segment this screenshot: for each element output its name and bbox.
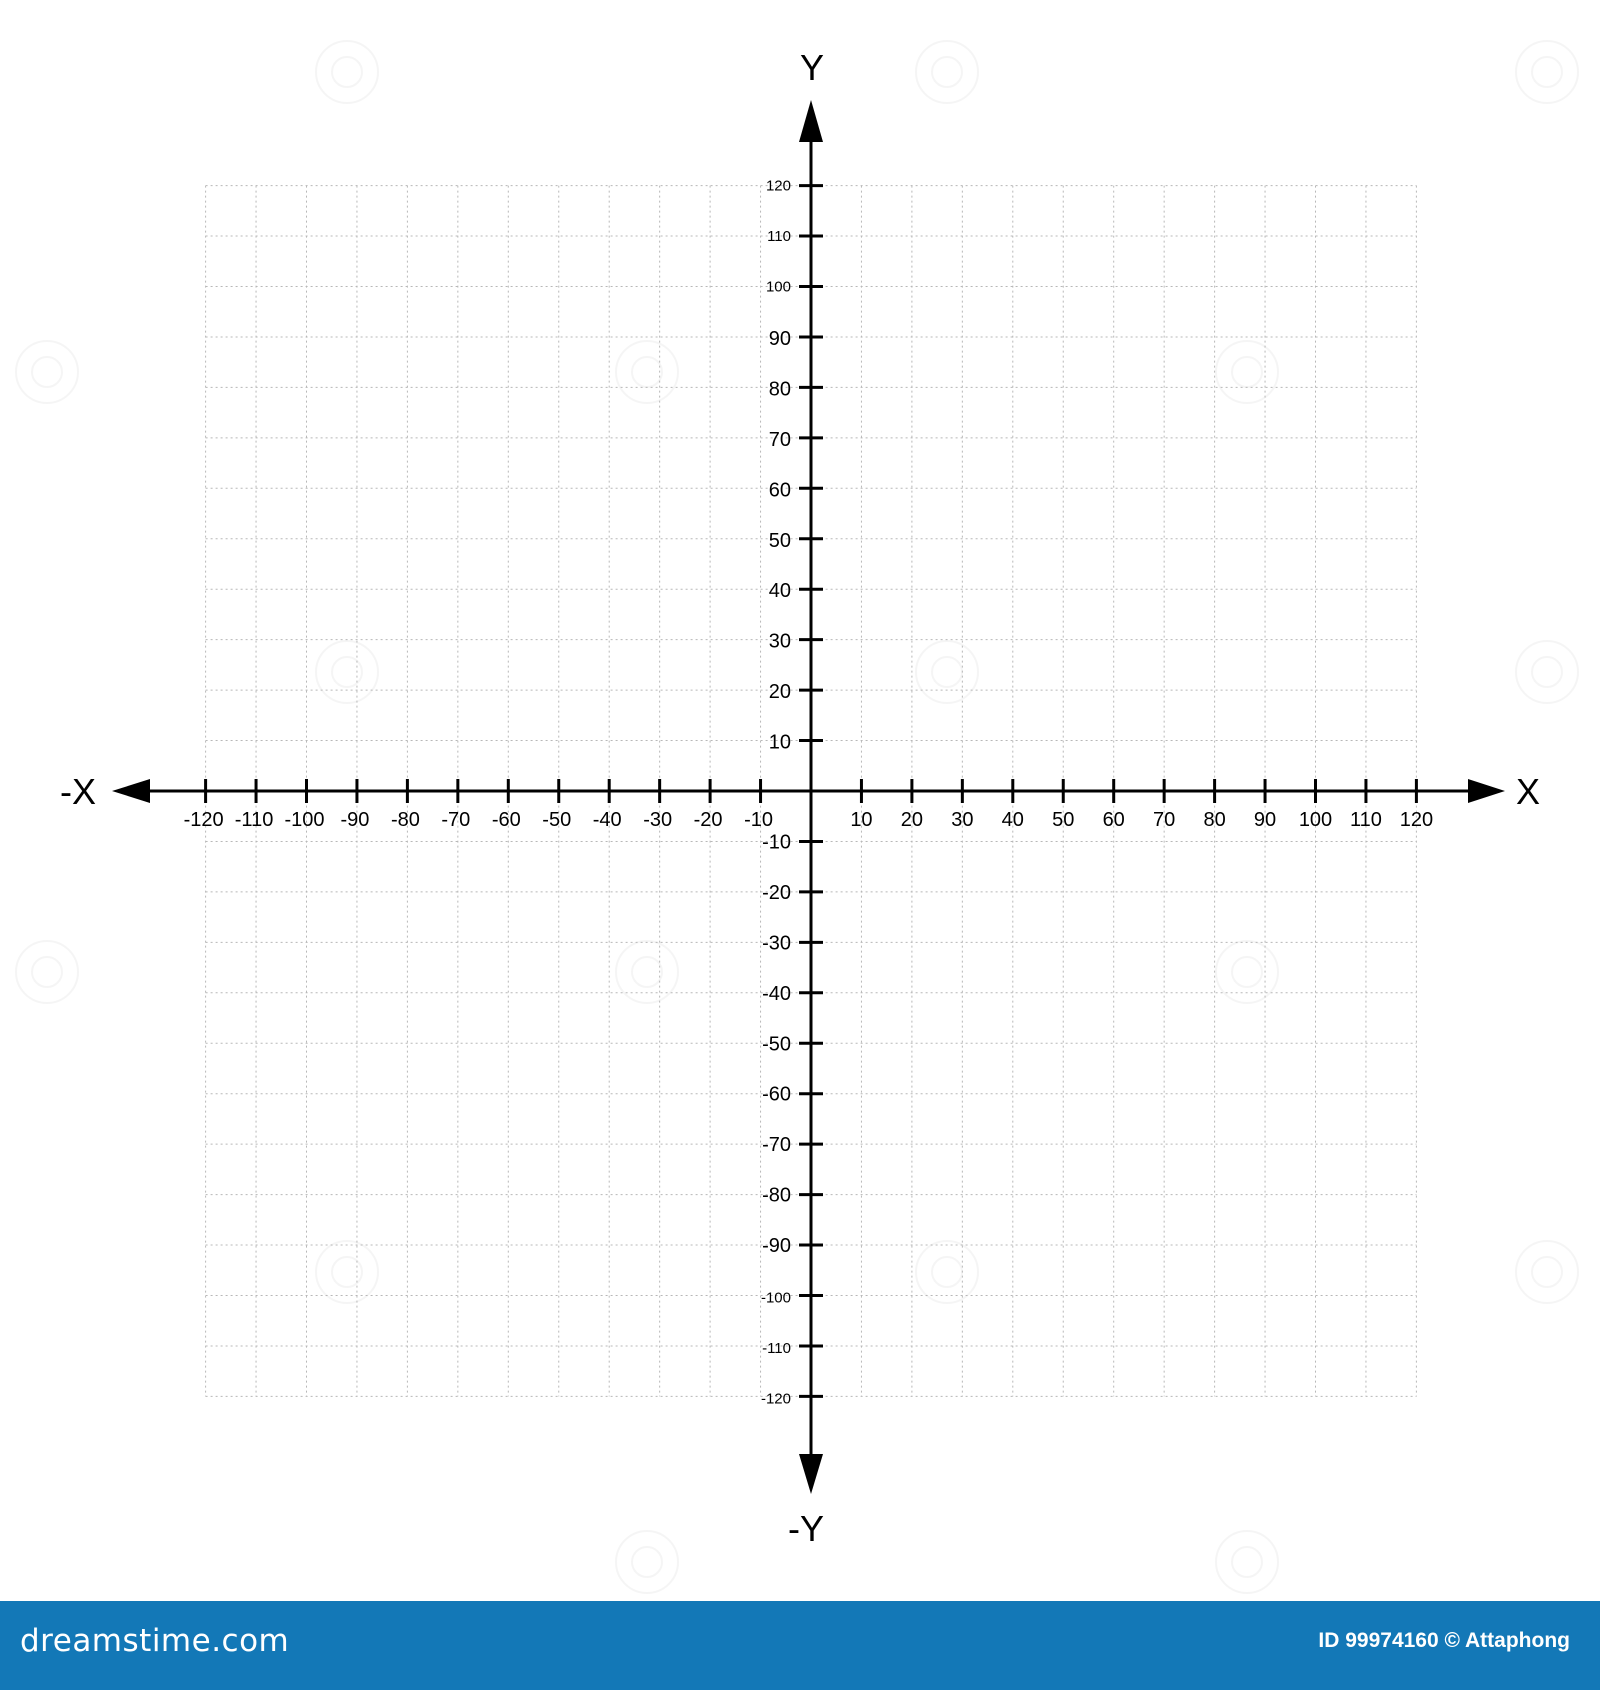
x-tick-label: -70	[441, 809, 471, 831]
x-tick-label: -120	[183, 809, 224, 831]
y-tick-label: -40	[762, 982, 791, 1005]
y-tick-label: -10	[762, 831, 791, 854]
y-tick-label: -70	[762, 1134, 791, 1157]
x-axis-positive-label: X	[1515, 771, 1541, 812]
y-tick-label: 70	[768, 428, 791, 451]
x-axis-arrow-right-icon	[1468, 779, 1505, 803]
y-tick-label: -100	[760, 1289, 791, 1307]
x-tick-label: 90	[1253, 809, 1277, 831]
x-tick-label: 80	[1203, 809, 1226, 831]
x-tick-label: 120	[1399, 809, 1434, 831]
y-tick-label: 100	[765, 278, 791, 296]
x-tick-label: -10	[744, 809, 774, 831]
y-tick-label: -120	[760, 1390, 791, 1408]
image-credit: ID 99974160 © Attaphong	[1318, 1629, 1570, 1652]
x-tick-label: -30	[643, 809, 673, 831]
y-tick-label: 40	[768, 580, 791, 603]
x-tick-label: 30	[951, 809, 974, 831]
y-tick-label: 60	[768, 479, 791, 502]
x-tick-label: -20	[693, 809, 723, 831]
y-tick-label: 50	[768, 529, 791, 552]
x-tick-label: 110	[1350, 809, 1382, 831]
y-tick-label: 110	[767, 228, 791, 246]
y-axis-arrow-up-icon	[799, 100, 823, 142]
footer-bar	[0, 1601, 1600, 1690]
x-tick-label: -40	[592, 809, 622, 831]
y-axis-positive-label: Y	[799, 47, 825, 88]
y-tick-label: -20	[762, 881, 791, 904]
x-axis-arrow-left-icon	[112, 779, 150, 803]
x-axis-negative-label: -X	[60, 771, 96, 812]
y-axis-arrow-down-icon	[799, 1454, 823, 1494]
y-tick-label: -110	[762, 1339, 791, 1357]
x-tick-label: -110	[234, 809, 274, 831]
y-tick-label: 120	[765, 177, 791, 195]
y-tick-label: 90	[768, 327, 791, 350]
x-tick-label: -80	[390, 809, 420, 831]
x-tick-label: -90	[340, 809, 370, 831]
x-tick-label: 50	[1052, 809, 1075, 831]
y-axis-negative-label: -Y	[788, 1508, 824, 1549]
x-tick-label: -60	[491, 809, 521, 831]
y-tick-label: -90	[762, 1235, 791, 1258]
y-tick-label: -60	[762, 1083, 791, 1106]
y-tick-label: 80	[768, 378, 791, 401]
x-tick-label: 60	[1102, 809, 1125, 831]
y-tick-label: -30	[762, 932, 791, 955]
x-tick-label: 10	[850, 809, 873, 831]
x-tick-label: 70	[1153, 809, 1176, 831]
x-tick-label: -100	[284, 809, 325, 831]
axes	[112, 100, 1505, 1494]
x-tick-label: 100	[1298, 809, 1333, 831]
y-tick-label: 10	[768, 731, 791, 754]
x-tick-label: 20	[900, 809, 924, 831]
brand-logo[interactable]: dreamstime.com	[20, 1623, 290, 1659]
x-tick-label: 40	[1001, 809, 1024, 831]
y-tick-label: 20	[768, 681, 791, 704]
y-tick-label: 30	[768, 630, 791, 653]
y-tick-label: -80	[762, 1184, 791, 1207]
y-tick-label: -50	[762, 1033, 791, 1056]
x-tick-label: -50	[542, 809, 572, 831]
